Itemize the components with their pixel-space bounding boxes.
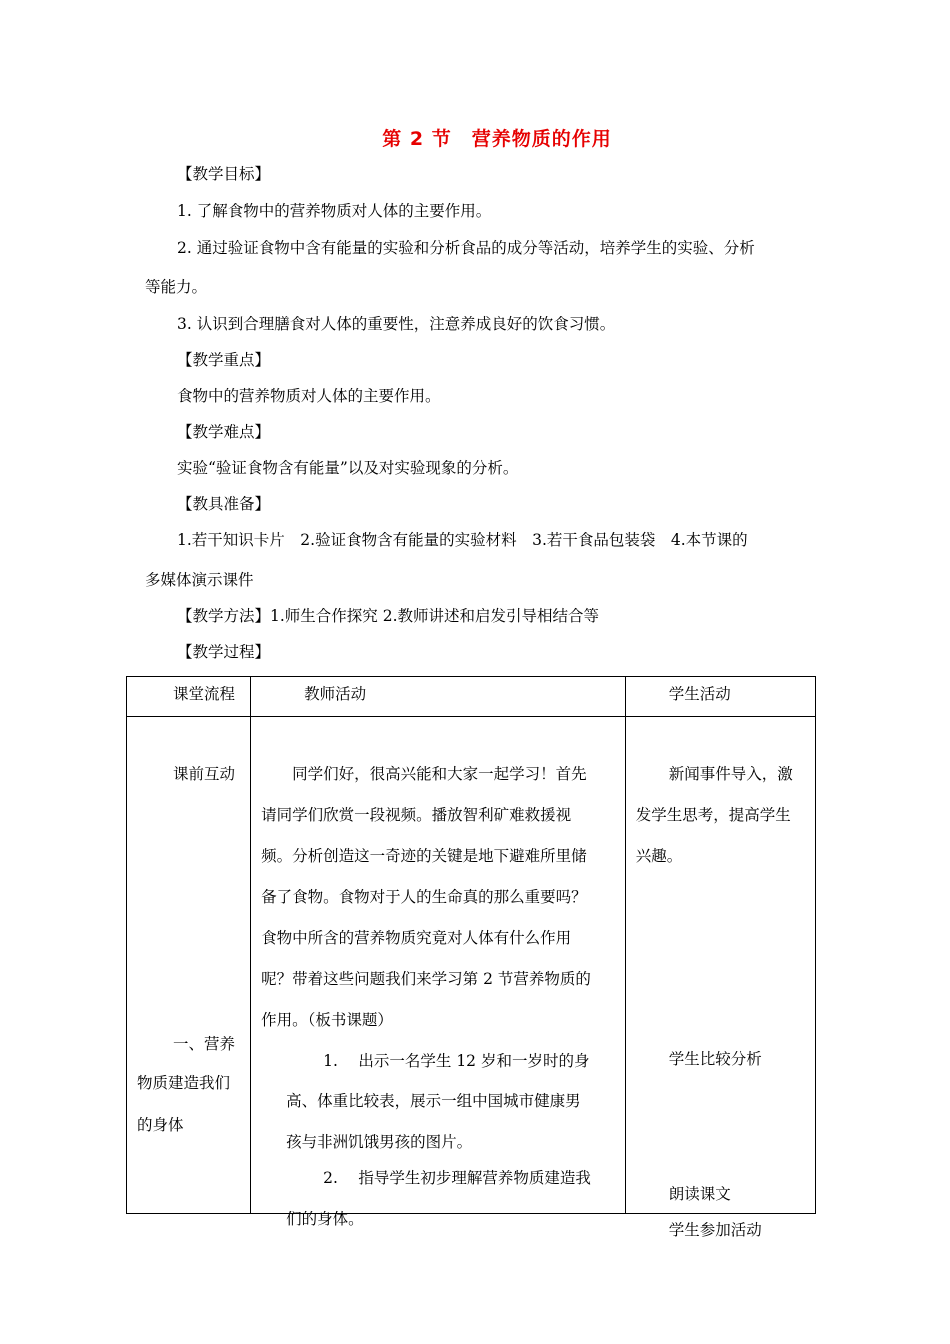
header-cell-teacher — [251, 677, 626, 717]
tools-heading: 【教具准备】 — [177, 495, 271, 513]
process-heading: 【教学过程】 — [177, 643, 271, 661]
teacher-line: 请同学们欣赏一段视频。播放智利矿难救援视 — [261, 806, 572, 824]
flow-section-1-line-3: 的身体 — [137, 1116, 184, 1134]
table-row — [127, 717, 816, 1214]
teacher-line: 备了食物。食物对于人的生命真的那么重要吗？ — [261, 888, 587, 906]
teacher-line: 呢？带着这些问题我们来学习第 2 节营养物质的 — [261, 970, 591, 988]
flow-section-1-line-2: 物质建造我们 — [137, 1074, 231, 1092]
goal-item-1: 1. 了解食物中的营养物质对人体的主要作用。 — [177, 202, 492, 220]
key-text: 食物中的营养物质对人体的主要作用。 — [177, 387, 441, 405]
goal-item-3: 3. 认识到合理膳食对人体的重要性，注意养成良好的饮食习惯。 — [177, 315, 616, 333]
header-flow-label: 课堂流程 — [173, 685, 236, 703]
header-cell-student — [625, 677, 815, 717]
teacher-line: 们的身体。 — [286, 1210, 364, 1228]
student-line: 发学生思考，提高学生 — [635, 806, 791, 824]
student-line: 新闻事件导入，激 — [668, 765, 793, 783]
goal-item-2-line-1: 2. 通过验证食物中含有能量的实验和分析食品的成分等活动，培养学生的实验、分析 — [177, 239, 755, 257]
teacher-line: 食物中所含的营养物质究竟对人体有什么作用 — [261, 929, 572, 947]
goal-item-2-line-2: 等能力。 — [145, 278, 208, 296]
difficult-heading: 【教学难点】 — [177, 423, 271, 441]
header-cell-flow — [127, 677, 251, 717]
page-title: 第 2 节 营养物质的作用 — [382, 128, 612, 150]
teacher-line: 高、体重比较表，展示一组中国城市健康男 — [286, 1092, 581, 1110]
flow-cell — [127, 717, 251, 1214]
teacher-line: 同学们好，很高兴能和大家一起学习！首先 — [292, 765, 587, 783]
process-table — [126, 676, 816, 1239]
student-cell — [625, 717, 815, 1239]
goal-heading: 【教学目标】 — [177, 165, 271, 183]
teacher-line: 频。分析创造这一奇迹的关键是地下避难所里储 — [261, 847, 587, 865]
difficult-text: 实验“验证食物含有能量”以及对实验现象的分析。 — [177, 459, 519, 477]
student-line: 兴趣。 — [635, 847, 683, 865]
header-teacher-label: 教师活动 — [304, 685, 367, 703]
tools-line-1: 1.若干知识卡片 2.验证食物含有能量的实验材料 3.若干食品包装袋 4.本节课的 — [177, 531, 748, 549]
flow-section-1-line-1: 一、营养 — [173, 1035, 236, 1053]
teacher-line: 1. 出示一名学生 12 岁和一岁时的身 — [323, 1052, 590, 1070]
teacher-line: 作用。（板书课题） — [261, 1011, 393, 1029]
table-header-row — [127, 677, 816, 717]
student-line: 朗读课文 — [668, 1185, 731, 1203]
key-heading: 【教学重点】 — [177, 351, 271, 369]
header-student-label: 学生活动 — [668, 685, 731, 703]
teacher-line: 孩与非洲饥饿男孩的图片。 — [286, 1133, 473, 1151]
student-line: 学生比较分析 — [668, 1050, 762, 1068]
tools-line-2: 多媒体演示课件 — [145, 571, 254, 589]
teacher-line: 2. 指导学生初步理解营养物质建造我 — [323, 1169, 591, 1187]
method-line: 【教学方法】1.师生合作探究 2.教师讲述和启发引导相结合等 — [177, 607, 600, 625]
teacher-cell — [251, 717, 626, 1228]
flow-pre-class: 课前互动 — [173, 765, 236, 783]
student-line: 学生参加活动 — [668, 1221, 762, 1239]
